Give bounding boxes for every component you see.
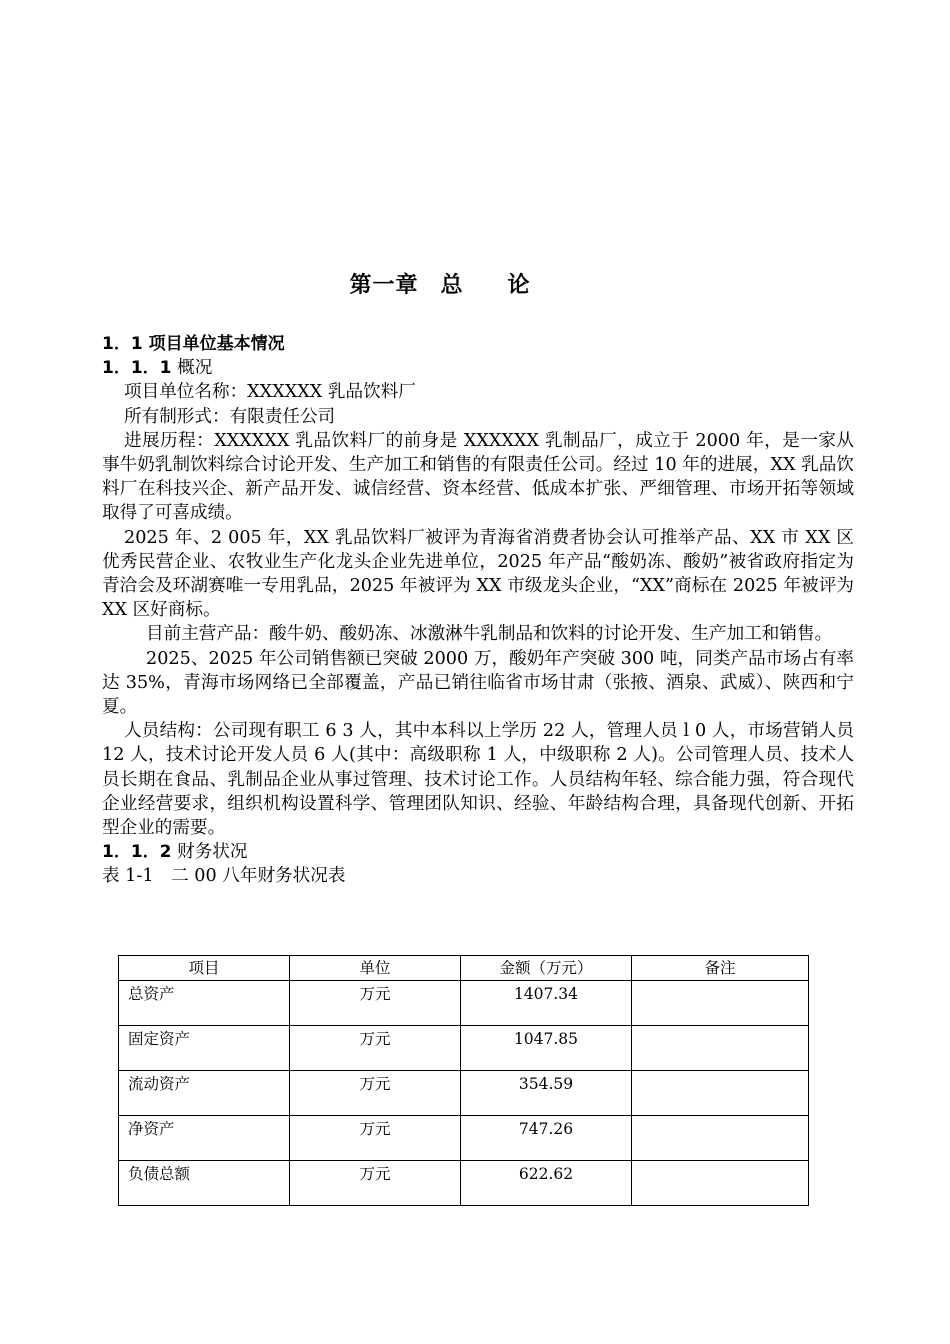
chapter-number: 第一章 bbox=[349, 273, 419, 298]
table-row bbox=[119, 1116, 809, 1161]
paragraph-unit-name: 项目单位名称：XXXXXX 乳品饮料厂 bbox=[124, 382, 416, 403]
table-row bbox=[119, 981, 809, 1026]
cell-amount: 622.62 bbox=[461, 1161, 632, 1206]
chapter-title-word-1: 总 bbox=[440, 273, 464, 298]
cell-item: 固定资产 bbox=[119, 1026, 290, 1071]
financial-table bbox=[118, 955, 809, 1206]
cell-unit: 万元 bbox=[290, 1071, 461, 1116]
cell-item: 流动资产 bbox=[119, 1071, 290, 1116]
document-body bbox=[102, 332, 854, 889]
cell-unit: 万元 bbox=[290, 1026, 461, 1071]
cell-note bbox=[632, 981, 809, 1026]
paragraph-sales: 2025、2025 年公司销售额已突破 2000 万，酸奶年产突破 300 吨，同类产品市场占有率达 35%，青海市场网络已全部覆盖，产品已销往临省市场甘肃（张掖、酒泉、武威）、陕西和宁夏。 bbox=[102, 648, 854, 718]
chapter-title-word-2: 论 bbox=[507, 273, 531, 298]
cell-note bbox=[632, 1116, 809, 1161]
paragraph-awards: 2025 年、2 005 年，XX 乳品饮料厂被评为青海省消费者协会认可推举产品、XX 市 XX 区优秀民营企业、农牧业生产化龙头企业先进单位，2025 年产品“酸奶冻、酸奶”被省政府指定为青洽会及环湖赛唯一专用乳品，2025 年被评为 XX 市级龙头企业，“XX”商标在 2025 年被评为 XX 区好商标。 bbox=[102, 527, 854, 621]
chapter-title bbox=[0, 268, 880, 299]
subsection-heading-text: 概况 bbox=[177, 358, 213, 379]
cell-amount: 1407.34 bbox=[461, 981, 632, 1026]
table-row bbox=[119, 1161, 809, 1206]
cell-unit: 万元 bbox=[290, 1116, 461, 1161]
table-row bbox=[119, 1071, 809, 1116]
cell-item: 净资产 bbox=[119, 1116, 290, 1161]
paragraph-staff: 人员结构：公司现有职工 6 3 人，其中本科以上学历 22 人，管理人员 l 0 人，市场营销人员 12 人，技术讨论开发人员 6 人(其中：高级职称 1 人，中级职称 2 人)。公司管理人员、技术人员长期在食品、乳制品企业从事过管理、技术讨论工作。人员结构年轻、综合能力强，符合现代企业经营要求，组织机构设置科学、管理团队知识、经验、年龄结构合理，具备现代创新、开拓型企业的需要。 bbox=[102, 721, 854, 839]
subsection-number: 1．1．1 bbox=[102, 358, 172, 379]
column-header-note: 备注 bbox=[632, 956, 809, 981]
column-header-unit: 单位 bbox=[290, 956, 461, 981]
column-header-amount: 金额（万元） bbox=[461, 956, 632, 981]
table-header-row bbox=[119, 956, 809, 981]
cell-amount: 747.26 bbox=[461, 1116, 632, 1161]
paragraph-products: 目前主营产品：酸牛奶、酸奶冻、冰激淋牛乳制品和饮料的讨论开发、生产加工和销售。 bbox=[146, 624, 833, 645]
section-heading-text: 项目单位基本情况 bbox=[148, 334, 285, 354]
paragraph-history: 进展历程：XXXXXX 乳品饮料厂的前身是 XXXXXX 乳制品厂，成立于 2000 年，是一家从事牛奶乳制饮料综合讨论开发、生产加工和销售的有限责任公司。经过 10 年的进展，XX 乳品饮料厂在科技兴企、新产品开发、诚信经营、资本经营、低成本扩张、严细管理、市场开拓等领域取得了可喜成绩。 bbox=[102, 430, 854, 524]
subsection-heading-text: 财务状况 bbox=[177, 842, 248, 863]
column-header-item: 项目 bbox=[119, 956, 290, 981]
cell-note bbox=[632, 1161, 809, 1206]
cell-note bbox=[632, 1026, 809, 1071]
section-number: 1．1 bbox=[102, 334, 143, 354]
section-heading bbox=[102, 332, 854, 356]
cell-amount: 1047.85 bbox=[461, 1026, 632, 1071]
cell-note bbox=[632, 1071, 809, 1116]
table-caption: 表 1-1 二 00 八年财务状况表 bbox=[102, 866, 346, 887]
cell-unit: 万元 bbox=[290, 981, 461, 1026]
subsection-heading-overview bbox=[102, 356, 854, 380]
table-row bbox=[119, 1026, 809, 1071]
cell-item: 负债总额 bbox=[119, 1161, 290, 1206]
subsection-heading-finance bbox=[102, 840, 854, 864]
cell-amount: 354.59 bbox=[461, 1071, 632, 1116]
subsection-number: 1．1．2 bbox=[102, 842, 172, 863]
cell-item: 总资产 bbox=[119, 981, 290, 1026]
cell-unit: 万元 bbox=[290, 1161, 461, 1206]
paragraph-ownership: 所有制形式：有限责任公司 bbox=[124, 406, 336, 427]
